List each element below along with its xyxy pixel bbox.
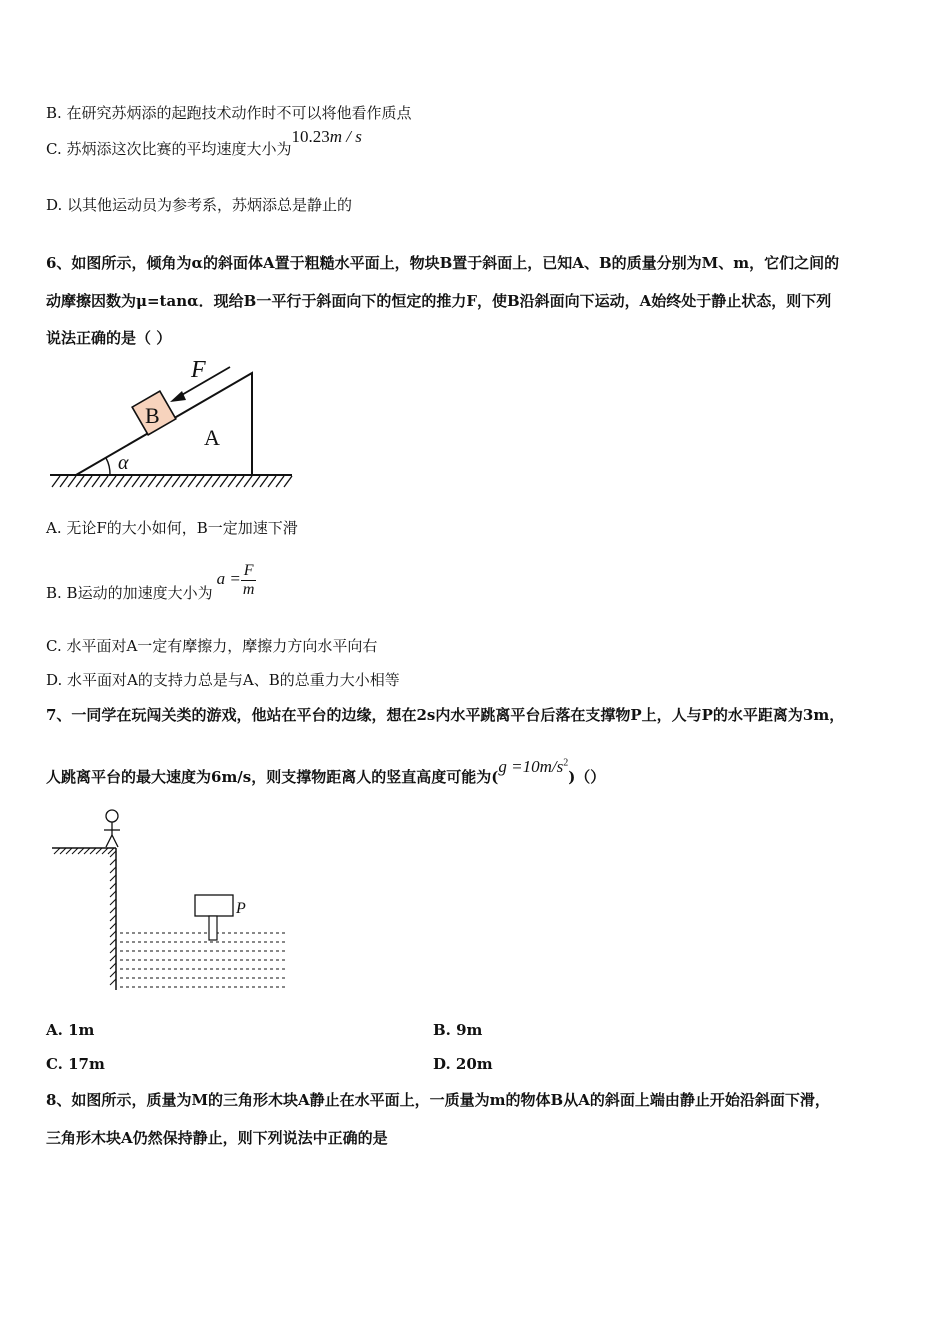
q8-stem-line1: 8、如图所示，质量为M的三角形木块A静止在水平面上，一质量为m的物体B从A的斜面上端由静止开始沿斜面下滑， xyxy=(46,1091,830,1109)
q6-stem-line1: 6、如图所示，倾角为α的斜面体A置于粗糙水平面上，物块B置于斜面上，已知A、B的质量分别为M、m，它们之间的 xyxy=(46,254,840,272)
incline-a-label: A xyxy=(204,425,220,450)
water-lines xyxy=(120,933,288,987)
q6-stem-line2: 动摩擦因数为μ=tanα．现给B一平行于斜面向下的恒定的推力F，使B沿斜面向下运动，A始终处于静止状态，则下列 xyxy=(46,292,832,310)
q5-option-c-text: C. 苏炳添这次比赛的平均速度大小为 xyxy=(46,140,292,158)
q7-option-b: B. 9m xyxy=(433,1021,483,1039)
angle-arc xyxy=(106,458,110,475)
q7-option-a: A. 1m xyxy=(46,1021,95,1039)
q6-incline-figure xyxy=(46,355,296,495)
force-label: F xyxy=(191,357,206,383)
q6-option-c: C. 水平面对A一定有摩擦力，摩擦力方向水平向右 xyxy=(46,637,378,655)
angle-label: α xyxy=(118,452,129,474)
q6-option-a: A. 无论F的大小如何，B一定加速下滑 xyxy=(46,519,298,537)
support-p-label: P xyxy=(236,900,246,917)
q7-option-c: C. 17m xyxy=(46,1055,105,1073)
support-p-top xyxy=(195,895,233,916)
q7-g-formula: $g =10m/s^2$ xyxy=(498,757,569,776)
q5-speed-formula: 10.23m / s xyxy=(291,127,362,146)
q7-option-d: D. 20m xyxy=(433,1055,493,1073)
q5-option-d: D. 以其他运动员为参考系，苏炳添总是静止的 xyxy=(46,196,353,214)
support-p-post xyxy=(209,916,217,940)
person-figure xyxy=(104,810,120,847)
q6-stem-line3: 说法正确的是（ ） xyxy=(46,329,172,347)
q5-option-b: B. 在研究苏炳添的起跑技术动作时不可以将他看作质点 xyxy=(46,104,412,122)
q6-option-d: D. 水平面对A的支持力总是与A、B的总重力大小相等 xyxy=(46,671,400,689)
q7-stem-line1: 7、一同学在玩闯关类的游戏，他站在平台的边缘，想在2s内水平跳离平台后落在支撑物P上，人与P的水平距离为3m， xyxy=(46,706,845,724)
block-b-label: B xyxy=(145,403,160,428)
q6-option-b-text: B. B运动的加速度大小为 xyxy=(46,584,213,603)
q6-accel-formula: a = $\frac{F}{m}$ xyxy=(216,562,255,598)
q5-option-c xyxy=(46,127,362,159)
q8-stem-line2: 三角形木块A仍然保持静止，则下列说法中正确的是 xyxy=(46,1129,388,1147)
q7-platform-figure xyxy=(46,805,296,995)
q7-stem-line2: 人跳离平台的最大速度为6m/s，则支撑物距离人的竖直高度可能为$(g =10m/s^2)()$ xyxy=(46,757,606,786)
q6-option-b xyxy=(46,550,256,603)
